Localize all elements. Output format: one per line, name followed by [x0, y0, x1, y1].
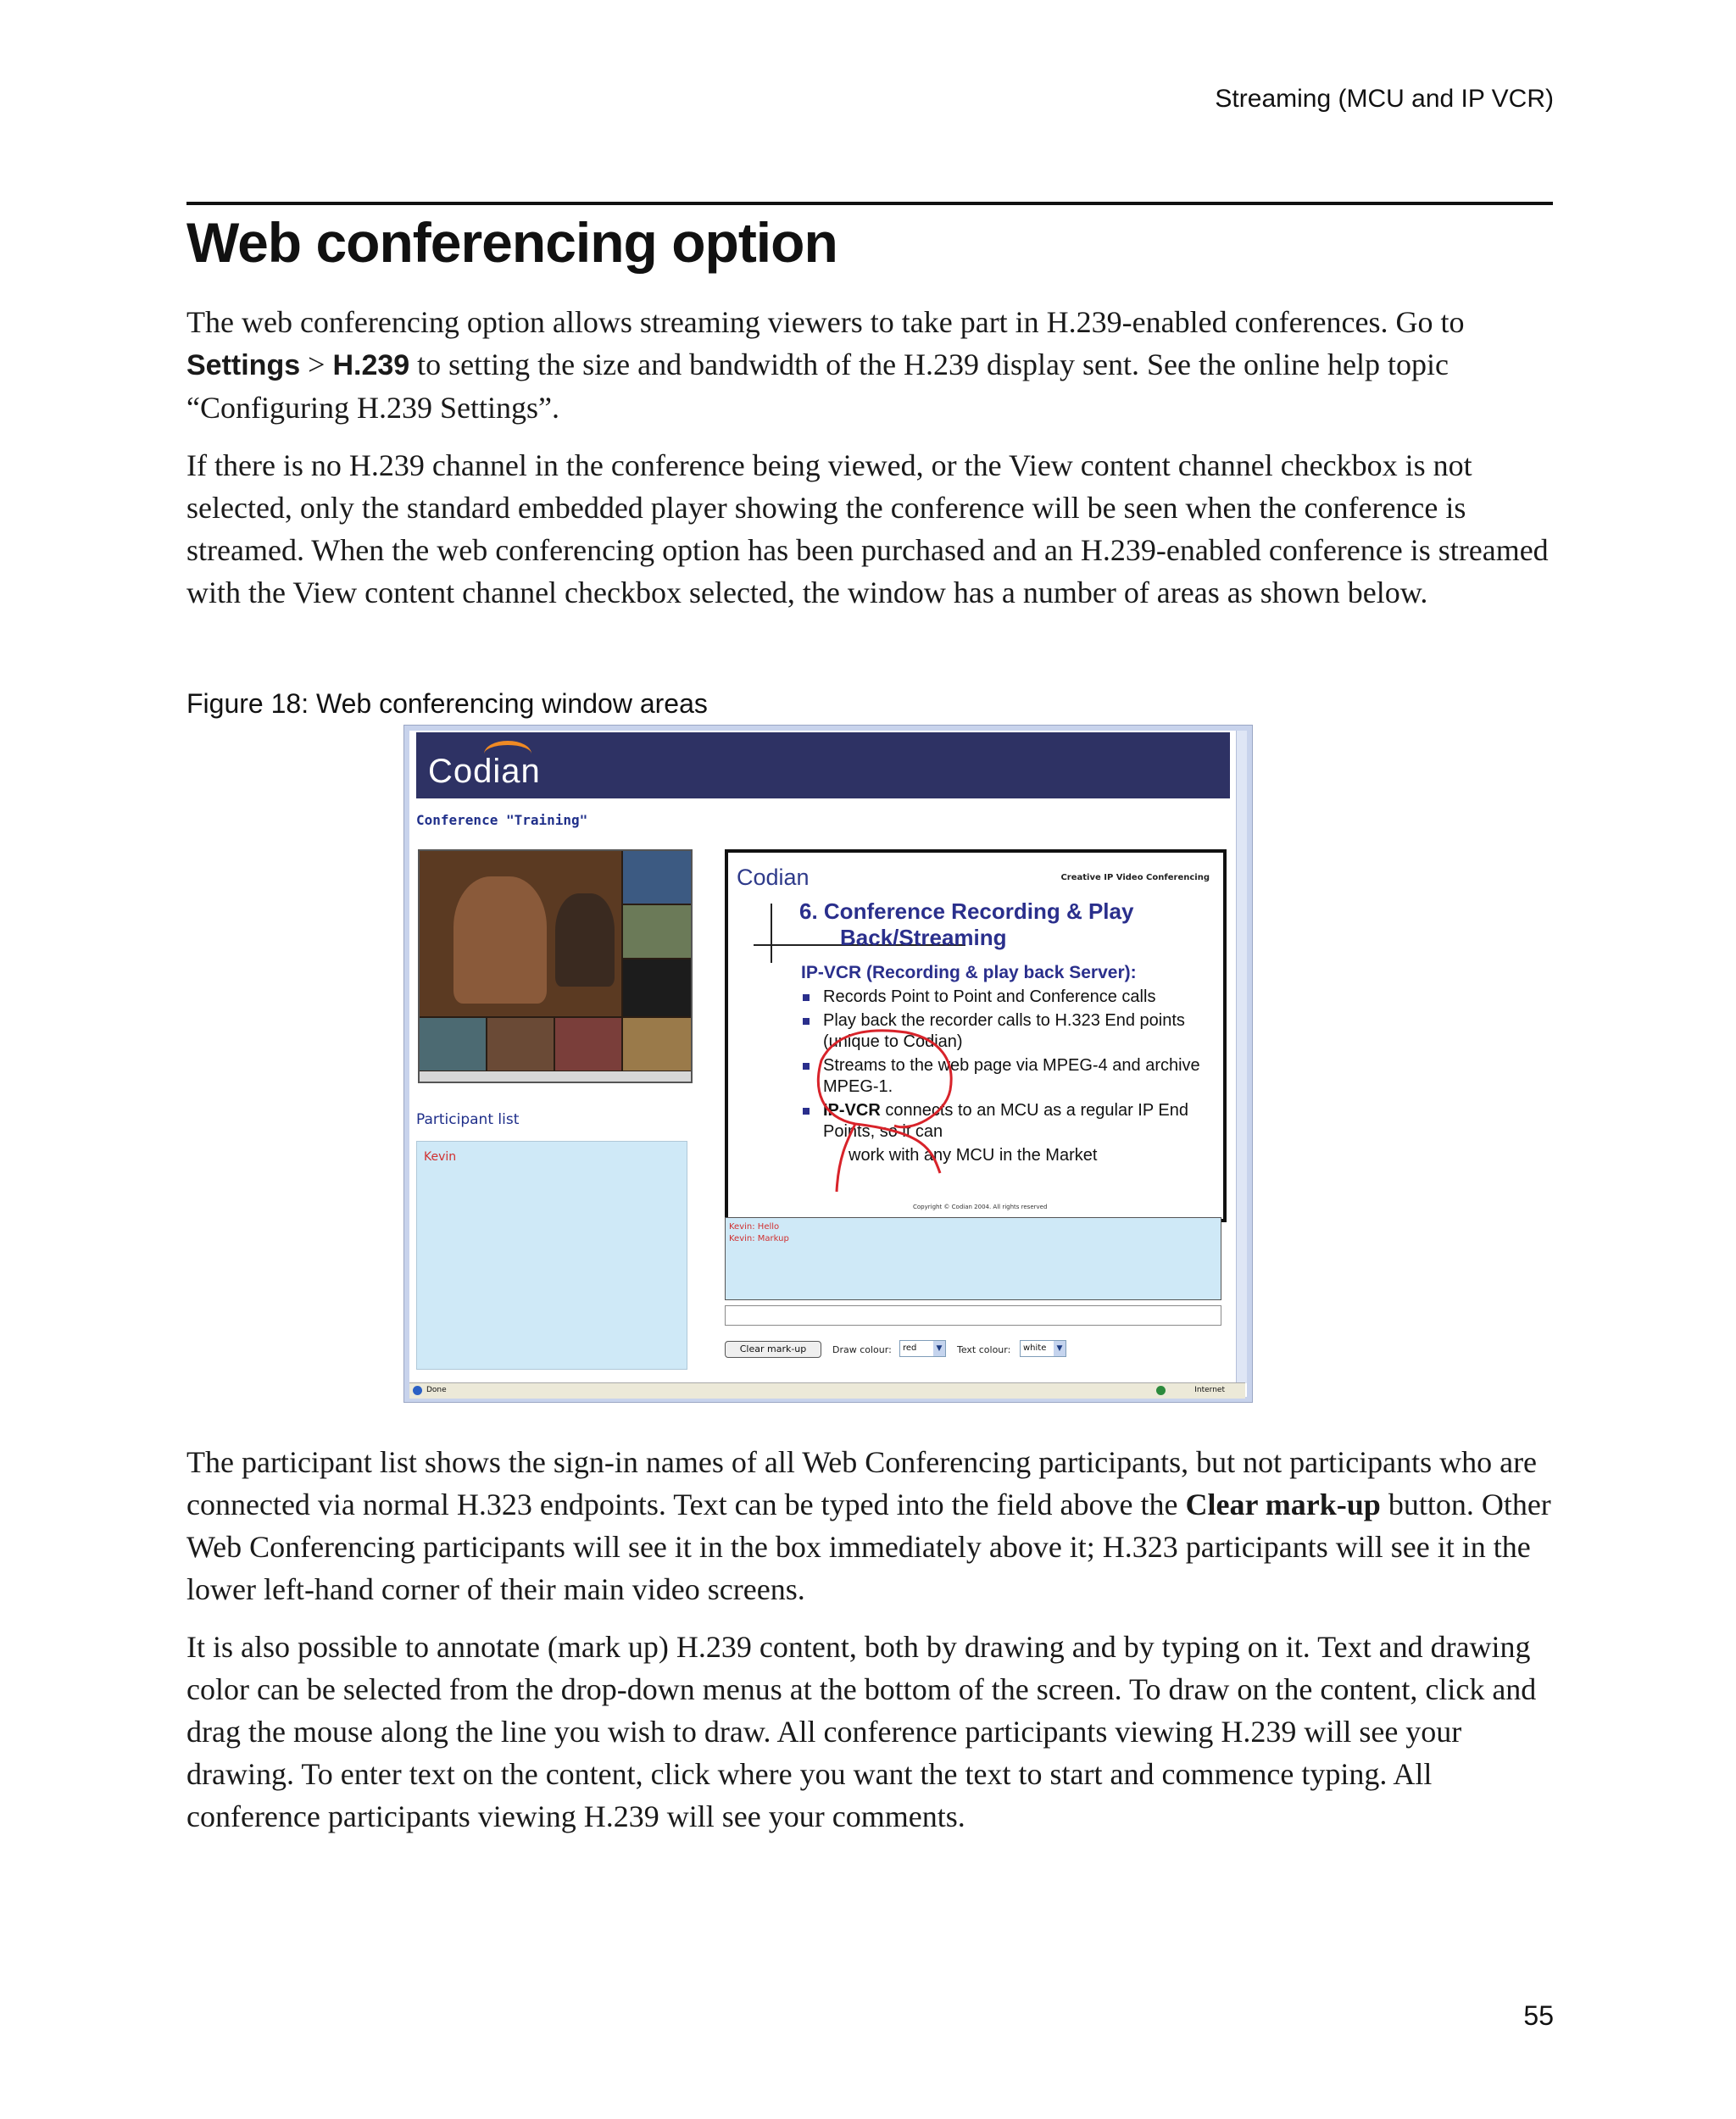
body-text-after-figure — [186, 1441, 1560, 1853]
slide-bullet-continuation: work with any MCU in the Market — [849, 1146, 1098, 1165]
intro-text — [186, 301, 1560, 629]
page-title: Web conferencing option — [186, 211, 837, 274]
video-player[interactable] — [418, 849, 693, 1083]
chat-message: Kevin: Hello — [729, 1222, 780, 1232]
clear-markup-term: Clear mark-up — [1185, 1488, 1381, 1521]
player-controls-bar[interactable] — [420, 1071, 691, 1082]
figure-caption: Figure 18: Web conferencing window areas — [186, 688, 708, 719]
slide-copyright: Copyright © Codian 2004. All rights reserved — [913, 1204, 1048, 1210]
h239-content-slide[interactable] — [725, 849, 1227, 1222]
video-tile-bottom-3 — [555, 1018, 621, 1071]
internet-zone-icon — [1156, 1386, 1166, 1395]
header-rule — [186, 202, 1553, 205]
text-colour-label: Text colour: — [957, 1344, 1011, 1355]
web-conferencing-screenshot — [403, 725, 1253, 1403]
paragraph-2: If there is no H.239 channel in the conference being viewed, or the View content channel checkbox is not selected, only the standard embedded player showing the conference will be seen when the conference is streamed. When the web conferencing option has been purchased and an H.239-enabled conference is streamed with the View content channel checkbox selected, the window has a number of areas as shown below. — [186, 448, 1549, 609]
video-tile-bottom-1 — [420, 1018, 486, 1071]
menu-path-h239: H.239 — [332, 349, 410, 381]
paragraph-3-text-a: The participant list shows the sign-in names of all Web Conferencing participants, but not participants who are connected via normal H.323 endpoints. Text can be typed into the field above the — [186, 1445, 1538, 1521]
slide-bullet: Streams to the web page via MPEG-4 and archive MPEG-1. — [801, 1055, 1208, 1098]
slide-bullet: Play back the recorder calls to H.323 End points (unique to Codian) — [801, 1010, 1208, 1053]
video-tile-figure-2 — [555, 893, 615, 987]
menu-path-settings: Settings — [186, 349, 301, 381]
slide-tagline: Creative IP Video Conferencing — [1060, 873, 1210, 882]
slide-logo: Codian — [737, 865, 810, 890]
page-done-icon — [413, 1386, 422, 1395]
slide-bullet-text: connects to an MCU as a regular IP End Points, so it can — [823, 1101, 1188, 1141]
paragraph-1-text-a: The web conferencing option allows streaming viewers to take part in H.239-enabled conferences. Go to — [186, 305, 1465, 339]
participant-item[interactable]: Kevin — [424, 1150, 457, 1164]
page-number: 55 — [1523, 2000, 1554, 2031]
video-tile-right-1 — [623, 851, 691, 904]
slide-heading-line-2: Back/Streaming — [840, 925, 1007, 950]
text-colour-select[interactable] — [1020, 1340, 1066, 1357]
slide-heading-line-1: 6. Conference Recording & Play — [799, 898, 1134, 924]
video-tile-bottom-4 — [623, 1018, 691, 1071]
menu-path-separator: > — [308, 348, 326, 381]
slide-bullet: Records Point to Point and Conference calls — [801, 987, 1208, 1008]
codian-banner — [416, 732, 1230, 798]
paragraph-4: It is also possible to annotate (mark up) H.239 content, both by drawing and by typing on it. Text and drawing color can be selected from the drop-down menus at the bottom of the screen. To draw on the content, click and drag the mouse along the line you wish to draw. All conference participants viewing H.239 will see your drawing. To enter text on the content, click where you want the text to start and commence typing. All conference participants viewing H.239 will see your comments. — [186, 1630, 1537, 1833]
clear-markup-button[interactable]: Clear mark-up — [725, 1341, 821, 1358]
video-tile-right-2 — [623, 905, 691, 958]
paragraph-1-text-b: to setting the size and bandwidth of the H.239 display sent. See the online help topic “Configuring H.239 Settings”. — [186, 348, 1449, 425]
paragraph-3-text-b: button. Other Web Conferencing participants will see it in the box immediately above it; H.323 participants will see it in the lower left-hand corner of their main video screens. — [186, 1488, 1551, 1606]
running-header: Streaming (MCU and IP VCR) — [1215, 85, 1554, 113]
status-zone: Internet — [1194, 1386, 1225, 1394]
window-scrollbar[interactable] — [1236, 731, 1247, 1383]
video-tile-bottom-2 — [487, 1018, 554, 1071]
chevron-down-icon: ▼ — [1054, 1341, 1066, 1356]
participant-list-label: Participant list — [416, 1111, 520, 1128]
status-text: Done — [426, 1386, 447, 1394]
draw-colour-value: red — [903, 1343, 917, 1353]
paragraph-3 — [186, 1441, 1560, 1610]
chat-text-input[interactable] — [725, 1305, 1221, 1326]
participant-list[interactable] — [416, 1141, 687, 1370]
chevron-down-icon: ▼ — [933, 1341, 945, 1356]
markup-drawing — [728, 853, 1223, 1219]
draw-colour-select[interactable] — [899, 1340, 946, 1357]
chat-messages-box — [725, 1217, 1221, 1300]
chat-message: Kevin: Markup — [729, 1234, 789, 1243]
codian-logo: Codian — [428, 753, 541, 790]
slide-subheading: IP-VCR (Recording & play back Server): — [801, 963, 1137, 982]
draw-colour-label: Draw colour: — [832, 1344, 892, 1355]
slide-bullet-bold: IP-VCR — [823, 1101, 881, 1120]
text-colour-value: white — [1023, 1343, 1047, 1353]
video-tile-right-3 — [623, 959, 691, 1016]
conference-title: Conference "Training" — [416, 812, 588, 828]
paragraph-1 — [186, 301, 1560, 429]
video-tile-figure — [453, 876, 547, 1004]
browser-status-bar — [409, 1382, 1245, 1399]
